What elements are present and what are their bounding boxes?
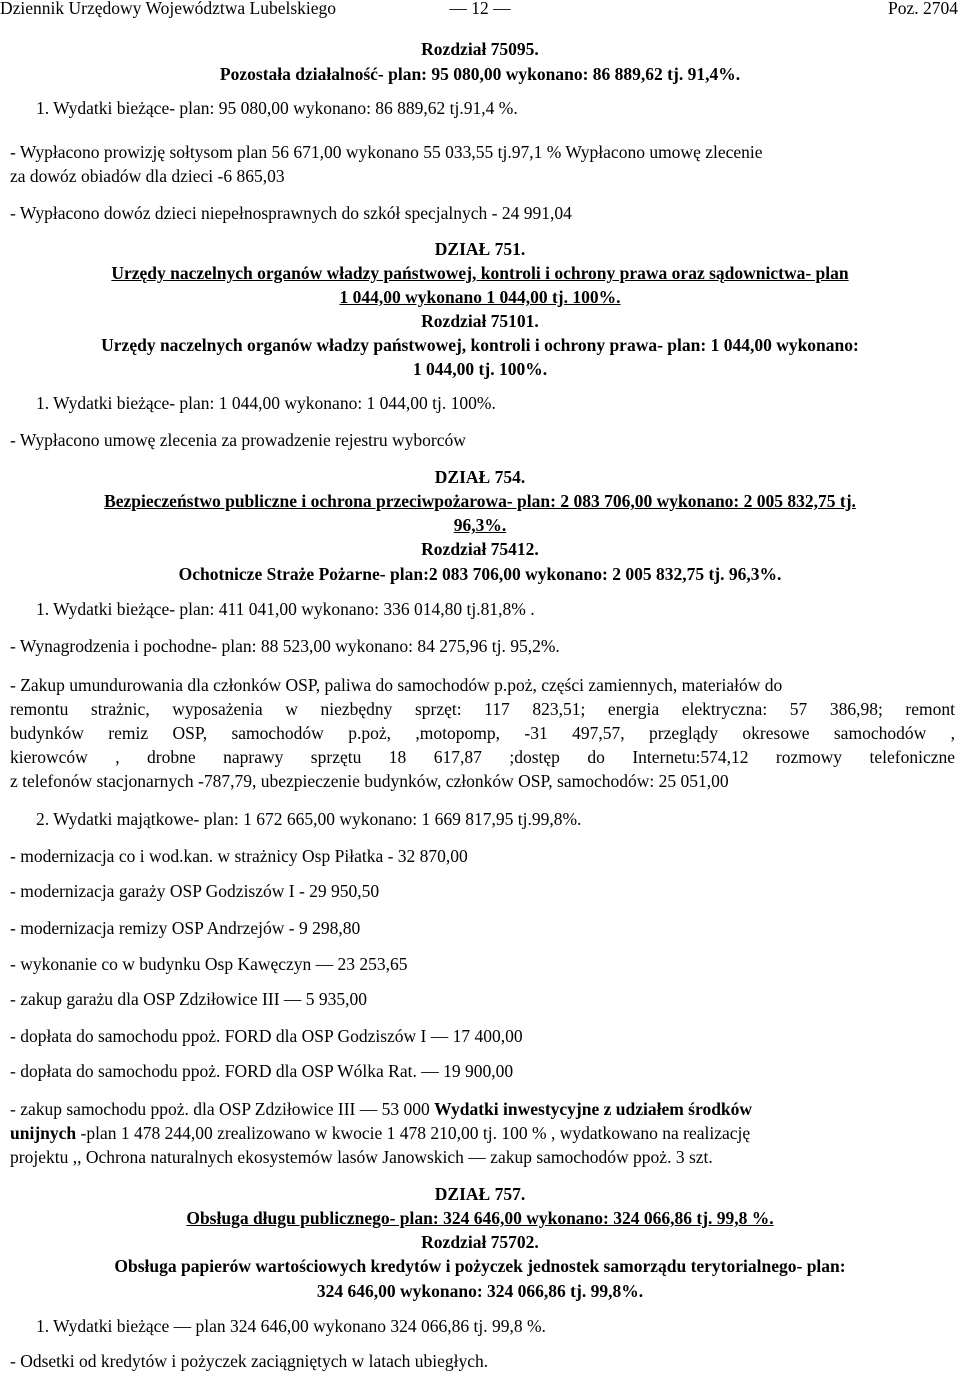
expense-line: 1. Wydatki bieżące — plan 324 646,00 wykonano 324 066,86 tj. 99,8 %. [36,1316,546,1336]
paragraph-line [10,1098,955,1120]
expense-line: 2. Wydatki majątkowe- plan: 1 672 665,00 wykonano: 1 669 817,95 tj.99,8%. [36,809,582,829]
text-line: - Wypłacono prowizję sołtysom plan 56 671,00 wykonano 55 033,55 tj.97,1 % Wypłacono umowę zlecenie [10,142,763,162]
page-number: — 12 — [449,0,511,18]
chapter-summary: 324 646,00 wykonano: 324 066,86 tj. 99,8%. [316,1281,644,1301]
chapter-heading: Rozdział 75095. [421,39,539,59]
paragraph-line: z telefonów stacjonarnych -787,79, ubezpieczenie budynków, członków OSP, samochodów: 25 051,00 [10,771,729,791]
paragraph-line: kierowców , drobne naprawy sprzętu 18 617,87 ;dostęp do Internetu:574,12 rozmowy telefoniczne [10,747,955,767]
text-run-bold: Wydatki inwestycyjne z udziałem środków [434,1099,753,1119]
text-line: - Wypłacono umowę zlecenia za prowadzenie rejestru wyborców [10,430,466,450]
section-summary: 1 044,00 wykonano 1 044,00 tj. 100%. [339,287,621,307]
section-heading: DZIAŁ 754. [434,467,526,487]
chapter-summary: Obsługa papierów wartościowych kredytów i pożyczek jednostek samorządu terytorialnego- plan: [114,1256,846,1276]
expense-line: 1. Wydatki bieżące- plan: 95 080,00 wykonano: 86 889,62 tj.91,4 %. [36,98,518,118]
paragraph-line: - Zakup umundurowania dla członków OSP, paliwa do samochodów p.poż, części zamiennych, materiałów do [10,675,783,695]
paragraph-line [10,1122,955,1144]
list-item: - modernizacja remizy OSP Andrzejów - 9 298,80 [10,918,361,938]
chapter-summary: Urzędy naczelnych organów władzy państwowej, kontroli i ochrony prawa- plan: 1 044,00 wykonano: [101,335,859,355]
chapter-summary: 1 044,00 tj. 100%. [412,359,548,379]
expense-line: 1. Wydatki bieżące- plan: 411 041,00 wykonano: 336 014,80 tj.81,8% . [36,599,535,619]
section-heading: DZIAŁ 751. [434,239,526,259]
list-item: - dopłata do samochodu ppoż. FORD dla OSP Godziszów I — 17 400,00 [10,1026,523,1046]
text-line: - Wypłacono dowóz dzieci niepełnosprawnych do szkół specjalnych - 24 991,04 [10,203,572,223]
paragraph-line: projektu ,, Ochrona naturalnych ekosystemów lasów Janowskich — zakup samochodów ppoż. 3 szt. [10,1147,713,1167]
section-summary: 96,3%. [453,515,507,535]
list-item: - dopłata do samochodu ppoż. FORD dla OSP Wólka Rat. — 19 900,00 [10,1061,514,1081]
chapter-heading: Rozdział 75412. [421,539,539,559]
text-line: - Wynagrodzenia i pochodne- plan: 88 523,00 wykonano: 84 275,96 tj. 95,2%. [10,636,560,656]
list-item: - modernizacja co i wod.kan. w strażnicy Osp Piłatka - 32 870,00 [10,846,468,866]
list-item: - modernizacja garaży OSP Godziszów I - 29 950,50 [10,881,380,901]
paragraph-line: remontu strażnic, wyposażenia w niezbędny sprzęt: 117 823,51; energia elektryczna: 57 386,98; remont [10,699,955,719]
expense-line: 1. Wydatki bieżące- plan: 1 044,00 wykonano: 1 044,00 tj. 100%. [36,393,496,413]
chapter-summary: Ochotnicze Straże Pożarne- plan:2 083 706,00 wykonano: 2 005 832,75 tj. 96,3%. [178,564,782,584]
chapter-heading: Rozdział 75702. [421,1232,539,1252]
list-item: - zakup garażu dla OSP Zdziłowice III — 5 935,00 [10,989,368,1009]
list-item: - wykonanie co w budynku Osp Kawęczyn — 23 253,65 [10,954,408,974]
text-run: - zakup samochodu ppoż. dla OSP Zdziłowice III — 53 000 [10,1099,435,1119]
paragraph-line: budynków remiz OSP, samochodów p.poż, ,motopomp, -31 497,57, przeglądy okresowe samochodów , [10,723,955,743]
journal-title: Dziennik Urzędowy Województwa Lubelskiego [0,0,337,18]
section-summary: Bezpieczeństwo publiczne i ochrona przeciwpożarowa- plan: 2 083 706,00 wykonano: 2 005 832,75 tj. [104,491,856,511]
section-summary: Obsługa długu publicznego- plan: 324 646,00 wykonano: 324 066,86 tj. 99,8 %. [186,1208,774,1228]
section-heading: DZIAŁ 757. [434,1184,526,1204]
chapter-heading: Rozdział 75101. [421,311,539,331]
text-line: za dowóz obiadów dla dzieci -6 865,03 [10,166,285,186]
text-line: - Odsetki od kredytów i pożyczek zaciągniętych w latach ubiegłych. [10,1351,489,1371]
text-run-bold: unijnych [10,1123,77,1143]
chapter-summary: Pozostała działalność- plan: 95 080,00 wykonano: 86 889,62 tj. 91,4%. [219,64,741,84]
text-run: -plan 1 478 244,00 zrealizowano w kwocie 1 478 210,00 tj. 100 % , wydatkowano na realizację [76,1123,751,1143]
section-summary: Urzędy naczelnych organów władzy państwowej, kontroli i ochrony prawa oraz sądownictwa- plan [111,263,849,283]
position-number: Poz. 2704 [888,0,958,18]
